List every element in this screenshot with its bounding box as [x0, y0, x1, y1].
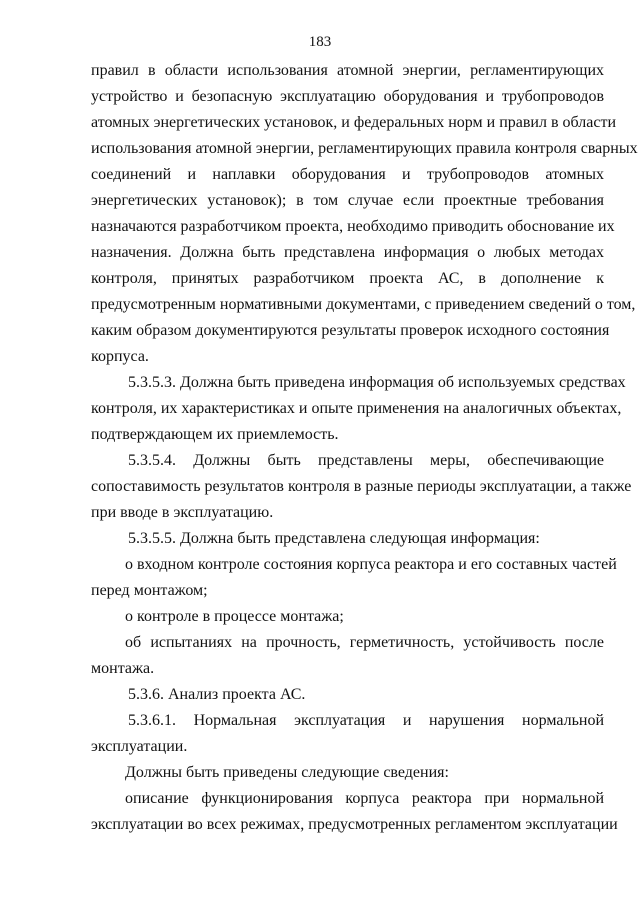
text-line: соединений и наплавки оборудования и трубопроводов атомных	[91, 166, 604, 183]
text-line: о входном контроле состояния корпуса реактора и его составных частей	[125, 556, 617, 573]
text-line: использования атомной энергии, регламентирующих правила контроля сварных	[91, 140, 638, 157]
text-line: Должны быть приведены следующие сведения:	[125, 764, 449, 781]
text-line: 5.3.5.4. Должны быть представлены меры, обеспечивающие	[128, 452, 604, 469]
text-line: перед монтажом;	[91, 582, 208, 599]
text-line: подтверждающем их приемлемость.	[91, 426, 339, 443]
page-number: 183	[308, 34, 332, 50]
text-line: каким образом документируются результаты проверок исходного состояния	[91, 322, 610, 339]
text-line: 5.3.5.5. Должна быть представлена следующая информация:	[128, 530, 540, 547]
text-line: эксплуатации.	[91, 738, 188, 755]
text-line: сопоставимость результатов контроля в разные периоды эксплуатации, а также	[91, 478, 632, 495]
text-line: правил в области использования атомной энергии, регламентирующих	[91, 62, 604, 79]
text-line: монтажа.	[91, 660, 155, 677]
document-body	[91, 58, 638, 838]
text-line: 5.3.6.1. Нормальная эксплуатация и нарушения нормальной	[128, 712, 604, 729]
text-line: предусмотренным нормативными документами, с приведением сведений о том,	[91, 296, 636, 313]
text-line: при вводе в эксплуатацию.	[91, 504, 274, 521]
text-line: энергетических установок); в том случае если проектные требования	[91, 192, 604, 209]
text-line: о контроле в процессе монтажа;	[125, 608, 344, 625]
text-line: описание функционирования корпуса реактора при нормальной	[125, 790, 604, 807]
text-line: эксплуатации во всех режимах, предусмотренных регламентом эксплуатации	[91, 816, 618, 833]
text-line: об испытаниях на прочность, герметичность, устойчивость после	[125, 634, 604, 651]
text-line: контроля, их характеристиках и опыте применения на аналогичных объектах,	[91, 400, 622, 417]
text-line: устройство и безопасную эксплуатацию оборудования и трубопроводов	[91, 88, 604, 105]
text-line: корпуса.	[91, 348, 149, 365]
text-line: назначаются разработчиком проекта, необходимо приводить обоснование их	[91, 218, 615, 235]
text-line: контроля, принятых разработчиком проекта АС, в дополнение к	[91, 270, 604, 287]
text-line: 5.3.5.3. Должна быть приведена информация об используемых средствах	[128, 374, 626, 391]
text-line: 5.3.6. Анализ проекта АС.	[128, 686, 306, 703]
text-line: атомных энергетических установок, и федеральных норм и правил в области	[91, 114, 617, 131]
text-line: назначения. Должна быть представлена информация о любых методах	[91, 244, 604, 261]
